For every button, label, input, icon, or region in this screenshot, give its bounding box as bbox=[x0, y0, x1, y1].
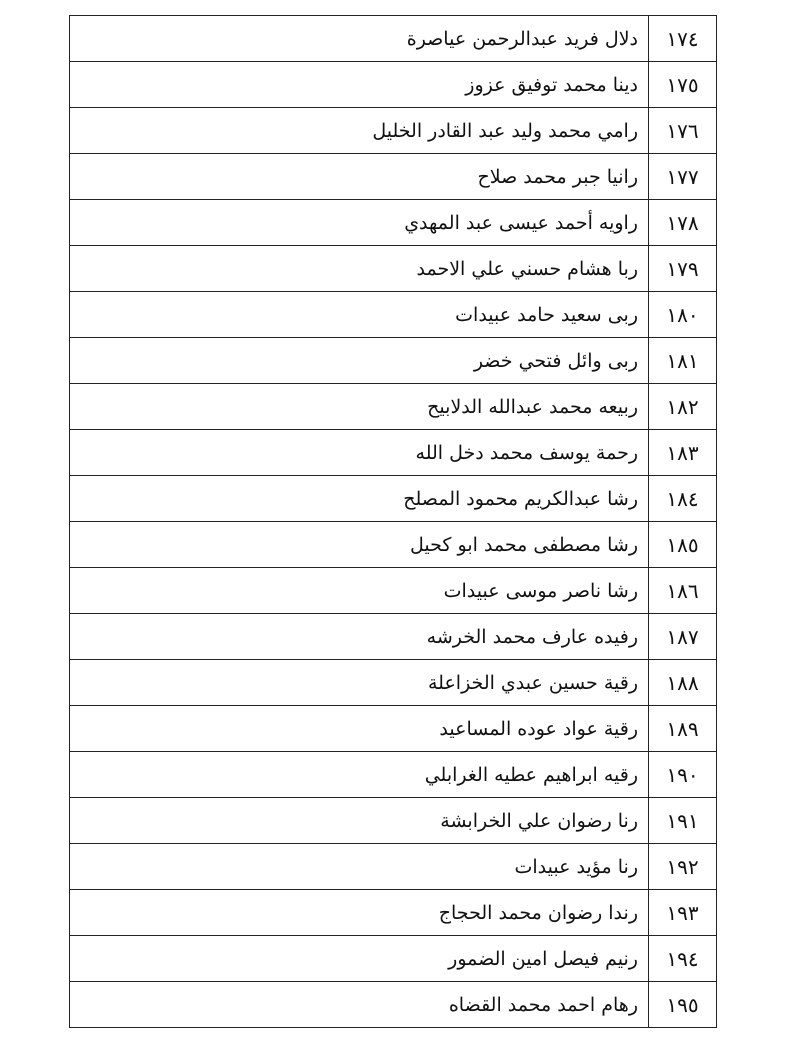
row-name: رشا مصطفى محمد ابو كحيل bbox=[70, 522, 649, 568]
row-name: رهام احمد محمد القضاه bbox=[70, 982, 649, 1028]
table-row bbox=[70, 522, 717, 568]
row-number: ١٩٢ bbox=[649, 844, 717, 890]
row-number: ١٧٤ bbox=[649, 16, 717, 62]
row-number: ١٧٩ bbox=[649, 246, 717, 292]
row-name: رحمة يوسف محمد دخل الله bbox=[70, 430, 649, 476]
table-row bbox=[70, 614, 717, 660]
table-row bbox=[70, 292, 717, 338]
row-number: ١٨٢ bbox=[649, 384, 717, 430]
table-row bbox=[70, 568, 717, 614]
row-number: ١٨٣ bbox=[649, 430, 717, 476]
table-row bbox=[70, 430, 717, 476]
row-number: ١٩٠ bbox=[649, 752, 717, 798]
row-name: دلال فريد عبدالرحمن عياصرة bbox=[70, 16, 649, 62]
table-row bbox=[70, 798, 717, 844]
row-name: رفيده عارف محمد الخرشه bbox=[70, 614, 649, 660]
row-name: ربا هشام حسني علي الاحمد bbox=[70, 246, 649, 292]
row-number: ١٧٧ bbox=[649, 154, 717, 200]
row-number: ١٨١ bbox=[649, 338, 717, 384]
row-name: رقية عواد عوده المساعيد bbox=[70, 706, 649, 752]
row-name: ربيعه محمد عبدالله الدلابيح bbox=[70, 384, 649, 430]
row-name: رشا ناصر موسى عبيدات bbox=[70, 568, 649, 614]
table-row bbox=[70, 62, 717, 108]
table-row bbox=[70, 660, 717, 706]
row-name: رنا مؤيد عبيدات bbox=[70, 844, 649, 890]
table-row bbox=[70, 476, 717, 522]
table-row bbox=[70, 752, 717, 798]
row-name: دينا محمد توفيق عزوز bbox=[70, 62, 649, 108]
row-number: ١٨٧ bbox=[649, 614, 717, 660]
table-row bbox=[70, 844, 717, 890]
table-row bbox=[70, 890, 717, 936]
row-number: ١٨٠ bbox=[649, 292, 717, 338]
row-name: راويه أحمد عيسى عبد المهدي bbox=[70, 200, 649, 246]
row-number: ١٩٥ bbox=[649, 982, 717, 1028]
row-number: ١٧٥ bbox=[649, 62, 717, 108]
row-number: ١٨٦ bbox=[649, 568, 717, 614]
row-number: ١٩١ bbox=[649, 798, 717, 844]
document-page bbox=[69, 15, 717, 1028]
row-name: رامي محمد وليد عبد القادر الخليل bbox=[70, 108, 649, 154]
row-name: رانيا جبر محمد صلاح bbox=[70, 154, 649, 200]
table-row bbox=[70, 16, 717, 62]
row-number: ١٩٤ bbox=[649, 936, 717, 982]
table-row bbox=[70, 706, 717, 752]
row-number: ١٩٣ bbox=[649, 890, 717, 936]
row-name: رنيم فيصل امين الضمور bbox=[70, 936, 649, 982]
row-number: ١٨٨ bbox=[649, 660, 717, 706]
table-row bbox=[70, 154, 717, 200]
row-name: رندا رضوان محمد الحجاج bbox=[70, 890, 649, 936]
names-table-body bbox=[70, 16, 717, 1028]
row-name: ربى سعيد حامد عبيدات bbox=[70, 292, 649, 338]
row-number: ١٧٦ bbox=[649, 108, 717, 154]
row-name: رشا عبدالكريم محمود المصلح bbox=[70, 476, 649, 522]
row-name: رنا رضوان علي الخرابشة bbox=[70, 798, 649, 844]
row-number: ١٨٤ bbox=[649, 476, 717, 522]
row-number: ١٨٩ bbox=[649, 706, 717, 752]
row-name: رقية حسين عبدي الخزاعلة bbox=[70, 660, 649, 706]
row-number: ١٧٨ bbox=[649, 200, 717, 246]
names-table bbox=[69, 15, 717, 1028]
table-row bbox=[70, 246, 717, 292]
table-row bbox=[70, 108, 717, 154]
table-row bbox=[70, 982, 717, 1028]
table-row bbox=[70, 936, 717, 982]
table-row bbox=[70, 338, 717, 384]
row-name: رقيه ابراهيم عطيه الغرابلي bbox=[70, 752, 649, 798]
row-name: ربى وائل فتحي خضر bbox=[70, 338, 649, 384]
table-row bbox=[70, 384, 717, 430]
table-row bbox=[70, 200, 717, 246]
row-number: ١٨٥ bbox=[649, 522, 717, 568]
